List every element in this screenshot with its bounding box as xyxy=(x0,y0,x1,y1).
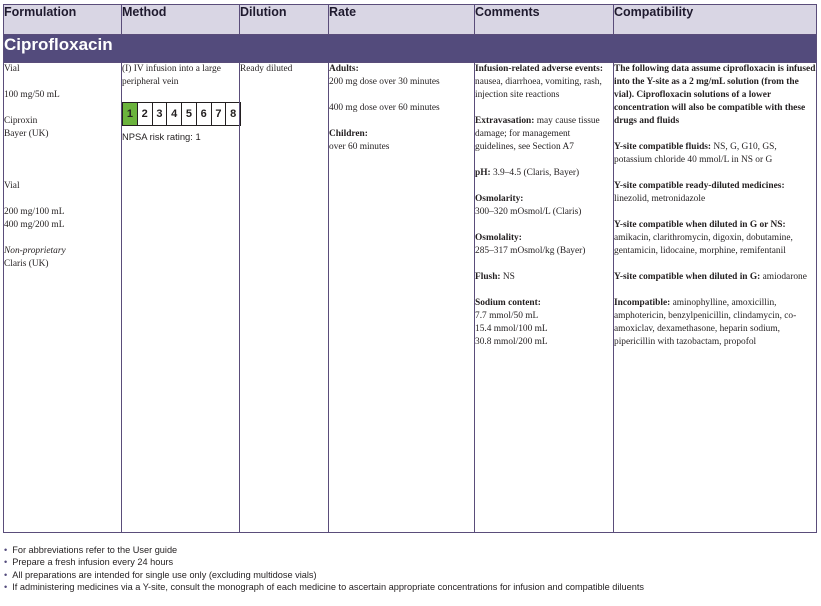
children-rate: over 60 minutes xyxy=(329,142,390,152)
method-cell xyxy=(122,63,240,533)
generic-maker: Claris (UK) xyxy=(4,259,49,269)
monograph-sheet xyxy=(3,4,816,533)
compat-fluids: Y-site compatible fluids: NS, G, G10, GS, potassium chloride 40 mmol/L in NS or G xyxy=(614,142,777,165)
drug-title: Ciprofloxacin xyxy=(4,35,817,63)
footnote-1: • For abbreviations refer to the User guide xyxy=(4,545,178,555)
monograph-table xyxy=(3,4,817,533)
compat-intro: The following data assume ciprofloxacin is infused into the Y-site as a 2 mg/mL solution (from the vial). Ciprofloxacin solutions of a lower concentration will also be compatible with these drugs and fluids xyxy=(614,64,816,126)
risk-box-2: 2 xyxy=(138,103,153,125)
title-row xyxy=(4,35,817,63)
adults-rate-2: 400 mg dose over 60 minutes xyxy=(329,103,440,113)
adverse-events: Infusion-related adverse events: nausea, diarrhoea, vomiting, rash, injection site reactions xyxy=(475,64,603,100)
adults-rate-1: 200 mg dose over 30 minutes xyxy=(329,77,440,87)
sodium-content: Sodium content: 7.7 mmol/50 mL 15.4 mmol/100 mL 30.8 mmol/200 mL xyxy=(475,297,613,349)
bullet-icon: • xyxy=(4,545,8,555)
bullet-icon: • xyxy=(4,557,8,568)
osmolarity: Osmolarity: 300–320 mOsmol/L (Claris) xyxy=(475,194,582,217)
risk-rating-label: NPSA risk rating: 1 xyxy=(122,131,201,142)
bullet-icon: • xyxy=(4,569,8,580)
risk-scale xyxy=(122,102,241,126)
risk-box-5: 5 xyxy=(182,103,197,125)
footnote-3: • All preparations are intended for single use only (excluding multidose vials) xyxy=(4,569,317,580)
header-compatibility: Compatibility xyxy=(614,5,817,35)
header-method: Method xyxy=(122,5,240,35)
method-text: (I) IV infusion into a large peripheral vein xyxy=(122,64,221,87)
flush: Flush: NS xyxy=(475,272,515,282)
risk-box-1: 1 xyxy=(123,103,138,125)
formulation-cell xyxy=(4,63,122,533)
header-rate: Rate xyxy=(329,5,475,35)
incompatible: Incompatible: aminophylline, amoxicillin, amphotericin, benzylpenicillin, clindamycin, co-amoxiclav, dexamethasone, heparin sodium, pipericillin with tazobactam, propofol xyxy=(614,298,797,347)
dilution-text: Ready diluted xyxy=(240,64,293,74)
sodium-line-1: 7.7 mmol/50 mL xyxy=(475,311,539,321)
header-comments: Comments xyxy=(475,5,614,35)
ph-value: pH: 3.9–4.5 (Claris, Bayer) xyxy=(475,168,580,178)
sodium-line-2: 15.4 mmol/100 mL xyxy=(475,324,548,334)
dilution-cell xyxy=(240,63,329,533)
header-dilution: Dilution xyxy=(240,5,329,35)
brand-name: Ciproxin xyxy=(4,116,38,126)
adults-label: Adults: xyxy=(329,64,359,74)
risk-box-4: 4 xyxy=(167,103,182,125)
generic-label: Non-proprietary xyxy=(4,246,66,256)
header-row xyxy=(4,5,817,35)
sodium-line-3: 30.8 mmol/200 mL xyxy=(475,337,548,347)
header-formulation: Formulation xyxy=(4,5,122,35)
footnotes xyxy=(4,544,814,594)
vial-2-strength-2: 400 mg/200 mL xyxy=(4,220,65,230)
vial-2-label: Vial xyxy=(4,181,20,191)
risk-box-6: 6 xyxy=(197,103,212,125)
bullet-icon: • xyxy=(4,582,8,593)
compat-g: Y-site compatible when diluted in G: amiodarone xyxy=(614,272,807,282)
content-row xyxy=(4,63,817,533)
vial-1-label: Vial xyxy=(4,64,20,74)
rate-cell xyxy=(329,63,475,533)
osmolality: Osmolality: 285–317 mOsmol/kg (Bayer) xyxy=(475,233,586,256)
extravasation: Extravasation: may cause tissue damage; for management guidelines, see Section A7 xyxy=(475,116,600,152)
risk-box-8: 8 xyxy=(230,107,237,120)
compatibility-cell xyxy=(614,63,817,533)
footnote-2: • Prepare a fresh infusion every 24 hours xyxy=(4,557,174,568)
compat-g-or-ns: Y-site compatible when diluted in G or NS: amikacin, clarithromycin, digoxin, dobutamine, gentamicin, lidocaine, morphine, remifentanil xyxy=(614,220,793,256)
risk-box-3: 3 xyxy=(153,103,168,125)
vial-2-strength-1: 200 mg/100 mL xyxy=(4,207,65,217)
children-label: Children: xyxy=(329,129,368,139)
risk-box-7: 7 xyxy=(212,103,227,125)
brand-maker: Bayer (UK) xyxy=(4,129,49,139)
footnote-4: • If administering medicines via a Y-site, consult the monograph of each medicine to ascertain appropriate concentrations for infusion and compatible diluents xyxy=(4,582,644,593)
compat-ready-diluted: Y-site compatible ready-diluted medicines: linezolid, metronidazole xyxy=(614,181,785,204)
comments-cell xyxy=(475,63,614,533)
vial-1-strength: 100 mg/50 mL xyxy=(4,90,60,100)
